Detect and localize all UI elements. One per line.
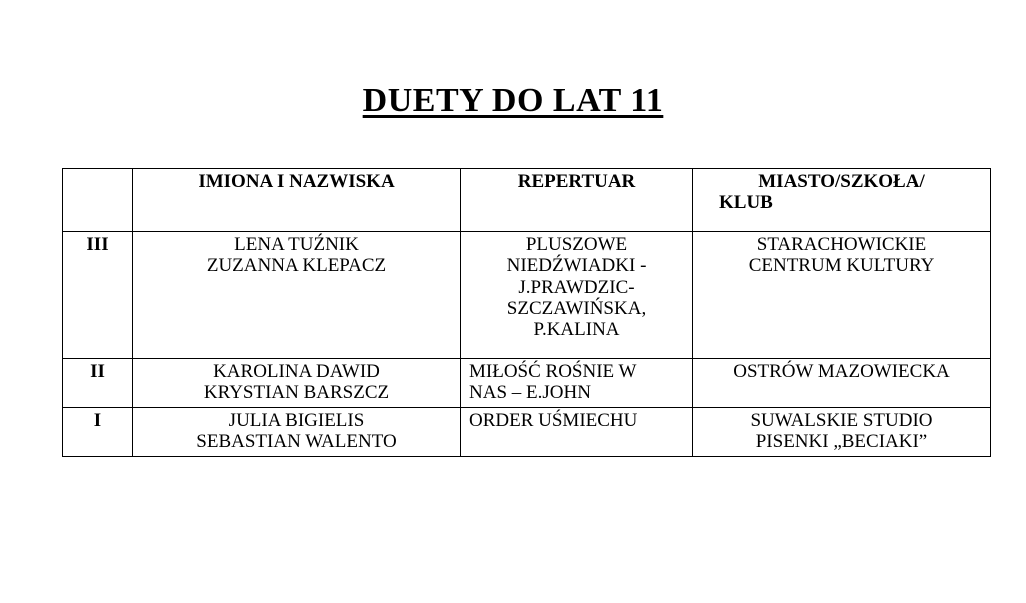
page-title bbox=[0, 82, 1026, 120]
cell-repertoire bbox=[461, 408, 693, 457]
cell-names bbox=[133, 359, 461, 408]
results-table bbox=[62, 168, 991, 457]
cell-repertoire bbox=[461, 359, 693, 408]
name-line: KRYSTIAN BARSZCZ bbox=[203, 382, 390, 404]
cell-names bbox=[133, 232, 461, 359]
city-line: STARACHOWICKIE bbox=[756, 234, 927, 255]
repertoire-line: MIŁOŚĆ ROŚNIE W bbox=[469, 361, 637, 382]
table-row bbox=[63, 408, 991, 457]
cell-names bbox=[133, 408, 461, 457]
name-line: LENA TUŹNIK bbox=[234, 234, 359, 255]
city-line: OSTRÓW MAZOWIECKA bbox=[733, 361, 950, 382]
cell-city bbox=[693, 359, 991, 408]
name-line: JULIA BIGIELIS bbox=[228, 410, 365, 431]
city-line: SUWALSKIE STUDIO bbox=[750, 410, 933, 431]
repertoire-line: P.KALINA bbox=[533, 319, 620, 341]
city-line: CENTRUM KULTURY bbox=[748, 255, 935, 277]
header-repertoire: REPERTUAR bbox=[461, 169, 693, 232]
repertoire-line: ORDER UŚMIECHU bbox=[469, 410, 638, 431]
header-names: IMIONA I NAZWISKA bbox=[133, 169, 461, 232]
repertoire-line: NIEDŹWIADKI - bbox=[506, 255, 647, 277]
name-line: KAROLINA DAWID bbox=[213, 361, 380, 382]
cell-place: II bbox=[63, 359, 133, 408]
header-row bbox=[63, 169, 991, 232]
name-line: SEBASTIAN WALENTO bbox=[196, 431, 397, 453]
city-line: PISENKI „BECIAKI” bbox=[755, 431, 928, 453]
name-line: ZUZANNA KLEPACZ bbox=[206, 255, 387, 277]
repertoire-line: SZCZAWIŃSKA, bbox=[506, 297, 647, 319]
header-city bbox=[693, 169, 991, 232]
page-title-text: DUETY DO LAT 11 bbox=[362, 82, 664, 119]
repertoire-line: J.PRAWDZIC- bbox=[518, 276, 635, 298]
table-row bbox=[63, 359, 991, 408]
table-header bbox=[63, 169, 991, 232]
repertoire-line: PLUSZOWE bbox=[525, 234, 628, 255]
repertoire-line: NAS – E.JOHN bbox=[469, 382, 591, 404]
cell-place: I bbox=[63, 408, 133, 457]
cell-place: III bbox=[63, 232, 133, 359]
table-row bbox=[63, 232, 991, 359]
cell-repertoire bbox=[461, 232, 693, 359]
table-body bbox=[63, 232, 991, 457]
header-place bbox=[63, 169, 133, 232]
header-city-line2: KLUB bbox=[719, 192, 773, 214]
cell-city bbox=[693, 232, 991, 359]
cell-city bbox=[693, 408, 991, 457]
header-city-line1: MIASTO/SZKOŁA/ bbox=[758, 171, 925, 192]
